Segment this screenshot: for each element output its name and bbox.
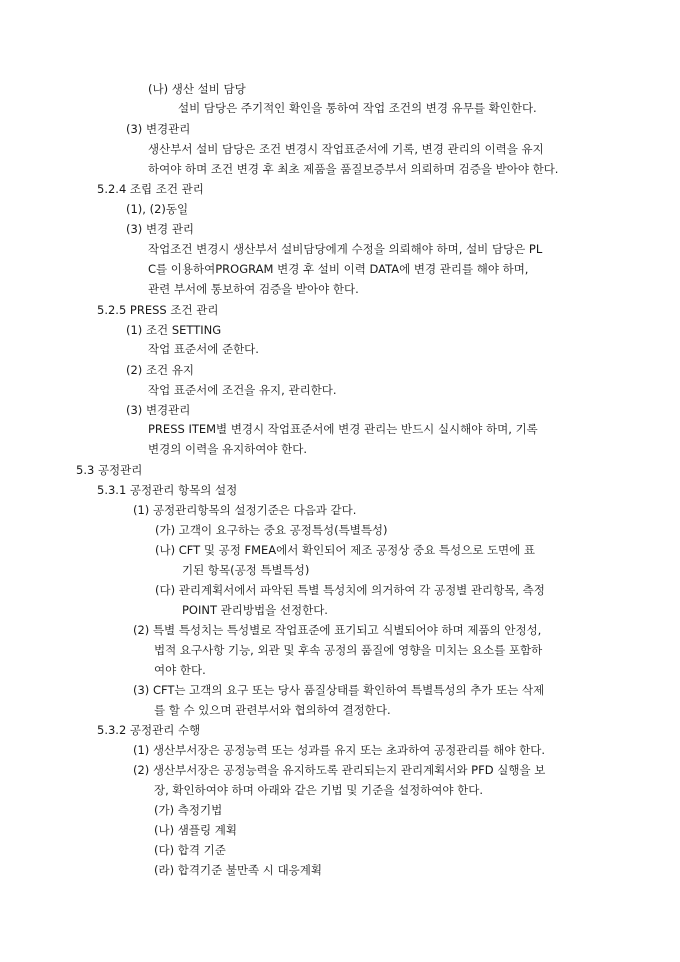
text-line: 법적 요구사항 기능, 외관 및 후속 공정의 품질에 영향을 미치는 요소를 포함하 xyxy=(154,643,543,657)
text-line: (3) 변경 관리 xyxy=(126,222,195,236)
text-line: (라) 합격기준 불만족 시 대응계획 xyxy=(154,863,323,877)
section-heading: 5.3.1 공정관리 항목의 설정 xyxy=(97,483,238,497)
text-line: (1) 공정관리항목의 설정기준은 다음과 같다. xyxy=(133,503,357,517)
text-line: (가) 고객이 요구하는 중요 공정특성(특별특성) xyxy=(155,523,388,537)
text-line: (2) 특별 특성치는 특성별로 작업표준에 표기되고 식별되어야 하며 제품의 안정성, xyxy=(133,623,542,637)
section-heading: 5.2.4 조립 조건 관리 xyxy=(97,182,204,196)
text-line: (다) 합격 기준 xyxy=(154,843,226,857)
text-line: 관련 부서에 통보하여 검증을 받아야 한다. xyxy=(148,282,359,296)
text-line: POINT 관리방법을 선정한다. xyxy=(182,603,328,617)
text-line: (나) CFT 및 공정 FMEA에서 확인되어 제조 공정상 중요 특성으로 도면에 표 xyxy=(155,543,536,557)
text-line: (1) 조건 SETTING xyxy=(126,323,222,337)
text-line: (3) CFT는 고객의 요구 또는 당사 품질상태를 확인하여 특별특성의 추가 또는 삭제 xyxy=(133,683,545,697)
text-line: 설비 담당은 주기적인 확인을 통하여 작업 조건의 변경 유무를 확인한다. xyxy=(178,101,537,115)
text-line: 하여야 하며 조건 변경 후 최초 제품을 품질보증부서 의뢰하며 검증을 받아야 한다. xyxy=(148,162,559,176)
text-line: (3) 변경관리 xyxy=(126,403,191,417)
text-line: (2) 생산부서장은 공정능력을 유지하도록 관리되는지 관리계획서와 PFD 실행을 보 xyxy=(133,763,546,777)
section-heading: 5.3.2 공정관리 수행 xyxy=(97,723,201,737)
text-line: 기된 항목(공정 특별특성) xyxy=(182,563,310,577)
section-heading: 5.2.5 PRESS 조건 관리 xyxy=(97,303,219,317)
text-line: 여야 한다. xyxy=(154,663,206,677)
text-line: (다) 관리계획서에서 파악된 특별 특성치에 의거하여 각 공정별 관리항목, 측정 xyxy=(155,583,545,597)
text-line: 장, 확인하여야 하며 아래와 같은 기법 및 기준을 설정하여야 한다. xyxy=(154,783,484,797)
text-line: 변경의 이력을 유지하여야 한다. xyxy=(148,442,308,456)
text-line: (1) 생산부서장은 공정능력 또는 성과를 유지 또는 초과하여 공정관리를 해야 한다. xyxy=(133,743,545,757)
text-line: C를 이용하여PROGRAM 변경 후 설비 이력 DATA에 변경 관리를 해야 하며, xyxy=(148,262,529,276)
text-line: (나) 샘플링 계획 xyxy=(154,823,237,837)
text-line: (2) 조건 유지 xyxy=(126,363,195,377)
text-line: PRESS ITEM별 변경시 작업표준서에 변경 관리는 반드시 실시해야 하며, 기록 xyxy=(148,422,538,436)
text-line: (나) 생산 설비 담당 xyxy=(148,82,246,96)
section-heading: 5.3 공정관리 xyxy=(76,463,143,477)
text-line: (가) 측정기법 xyxy=(154,803,223,817)
text-line: 를 할 수 있으며 관련부서와 협의하여 결정한다. xyxy=(154,703,391,717)
text-line: (3) 변경관리 xyxy=(126,122,191,136)
text-line: 작업 표준서에 준한다. xyxy=(148,342,259,356)
text-line: 생산부서 설비 담당은 조건 변경시 작업표준서에 기록, 변경 관리의 이력을 유지 xyxy=(148,142,544,156)
text-line: 작업 표준서에 조건을 유지, 관리한다. xyxy=(148,383,337,397)
text-line: (1), (2)동일 xyxy=(126,202,189,216)
text-line: 작업조건 변경시 생산부서 설비담당에게 수정을 의뢰해야 하며, 설비 담당은 PL xyxy=(148,242,543,256)
